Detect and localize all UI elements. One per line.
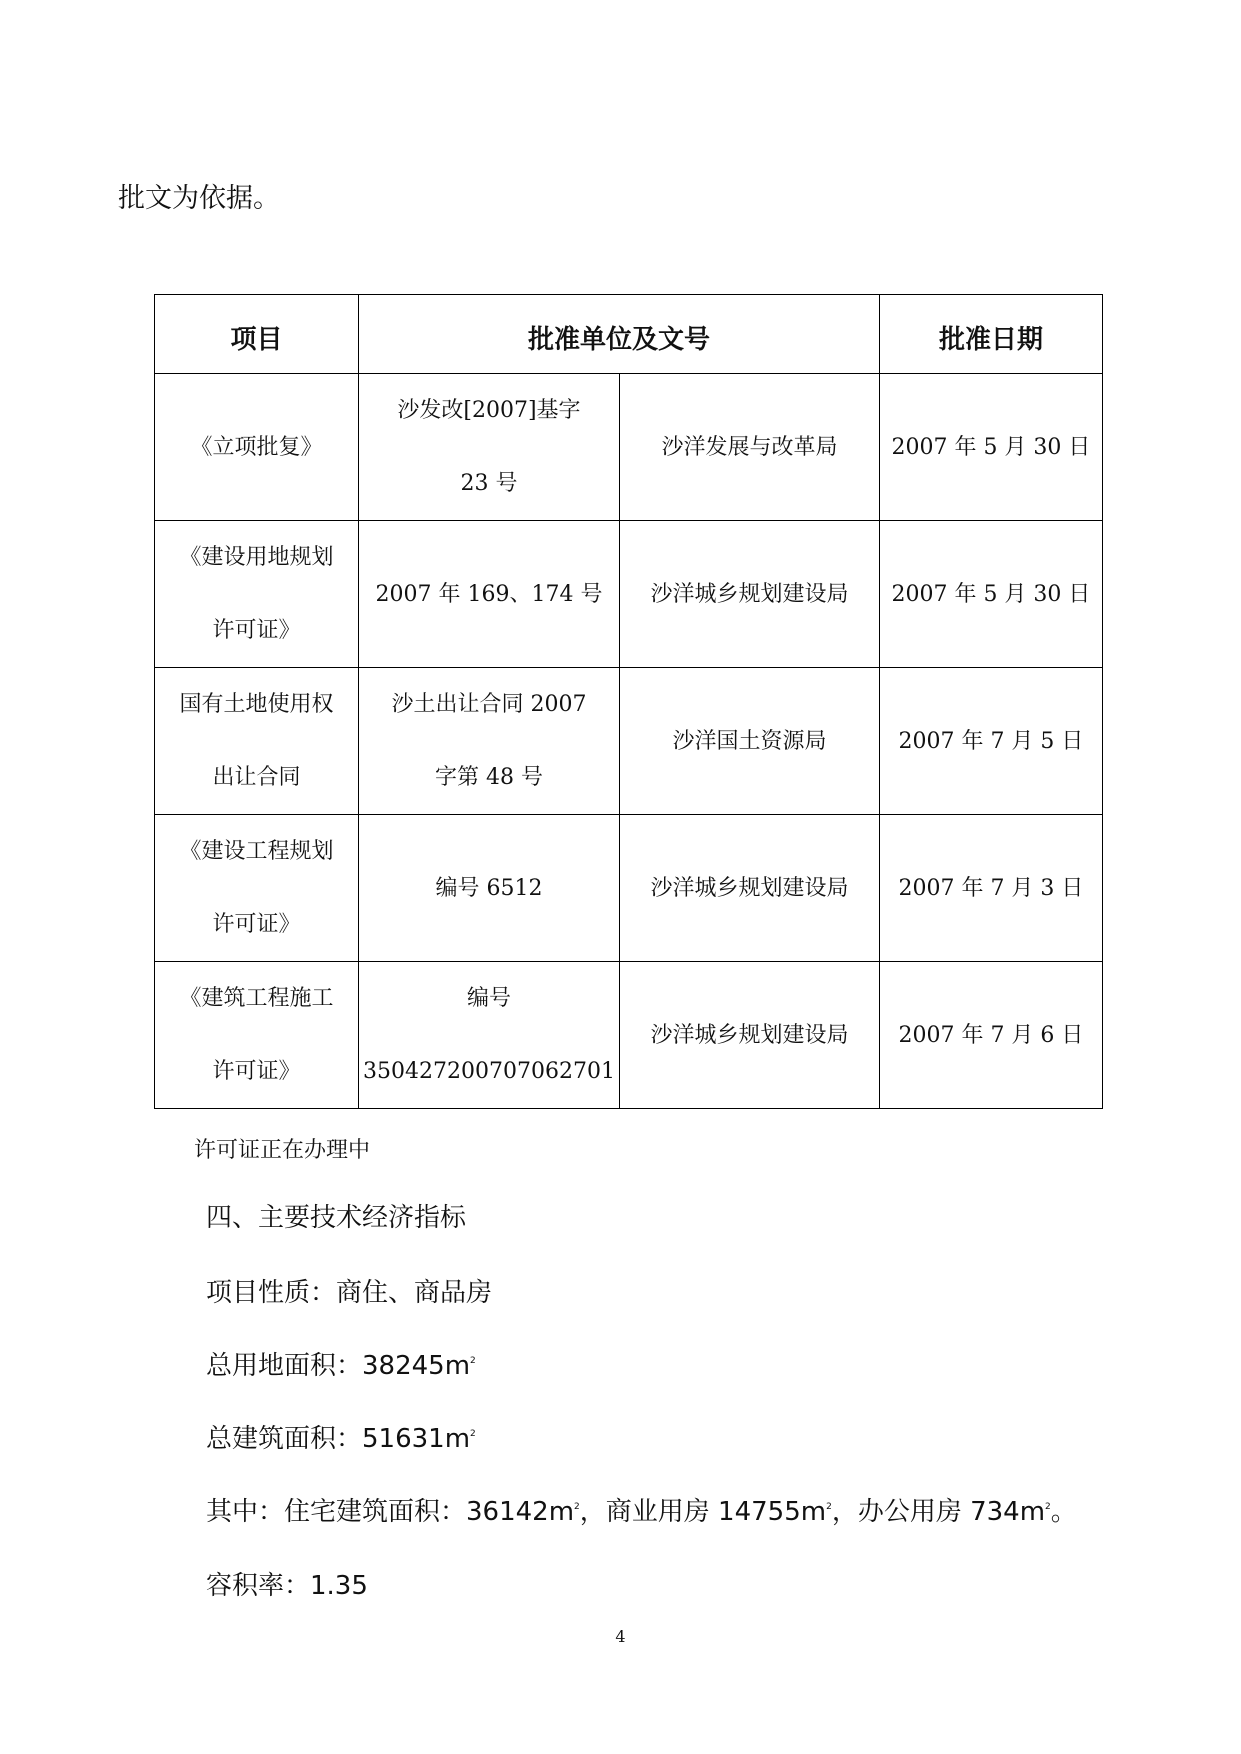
project-nature: 项目性质：商住、商品房 bbox=[206, 1278, 493, 1308]
area-breakdown bbox=[206, 1491, 1077, 1528]
doc-no-line: 编号 bbox=[466, 986, 511, 1011]
row-item bbox=[155, 374, 359, 521]
doc-no-line: 23 号 bbox=[460, 471, 518, 496]
row-doc-no bbox=[359, 374, 620, 521]
row-authority: 沙洋城乡规划建设局 bbox=[619, 815, 879, 962]
header-item: 项目 bbox=[155, 295, 359, 374]
section-heading: 四、主要技术经济指标 bbox=[206, 1203, 467, 1233]
row-doc-no bbox=[359, 815, 620, 962]
intro-paragraph: 批文为依据。 bbox=[118, 183, 280, 214]
breakdown-end: 。 bbox=[1050, 1497, 1077, 1527]
item-line: 《建设用地规划 bbox=[179, 545, 334, 570]
row-date: 2007 年 5 月 30 日 bbox=[879, 374, 1102, 521]
item-line: 《立项批复》 bbox=[190, 434, 323, 460]
row-item bbox=[155, 815, 359, 962]
table-row bbox=[155, 374, 1103, 521]
unit-superscript: 2 bbox=[470, 1356, 476, 1366]
row-date: 2007 年 7 月 5 日 bbox=[879, 668, 1102, 815]
plot-ratio: 容积率：1.35 bbox=[206, 1571, 368, 1601]
table-row bbox=[155, 962, 1103, 1109]
row-item bbox=[155, 962, 359, 1109]
row-authority: 沙洋城乡规划建设局 bbox=[619, 521, 879, 668]
doc-no-line: 350427200707062701 bbox=[363, 1059, 615, 1084]
unit-superscript: 2 bbox=[1045, 1502, 1051, 1512]
row-authority: 沙洋国土资源局 bbox=[619, 668, 879, 815]
row-authority: 沙洋发展与改革局 bbox=[619, 374, 879, 521]
doc-no-line: 沙土出让合同 2007 bbox=[391, 692, 587, 717]
table-header-row bbox=[155, 295, 1103, 374]
row-date: 2007 年 7 月 6 日 bbox=[879, 962, 1102, 1109]
item-line: 许可证》 bbox=[212, 1059, 301, 1084]
row-doc-no bbox=[359, 668, 620, 815]
row-authority: 沙洋城乡规划建设局 bbox=[619, 962, 879, 1109]
item-line: 国有土地使用权 bbox=[179, 692, 334, 717]
item-line: 《建设工程规划 bbox=[179, 839, 334, 864]
item-line: 《建筑工程施工 bbox=[179, 986, 334, 1011]
residential-area-text: 其中：住宅建筑面积：36142m bbox=[206, 1497, 575, 1527]
commercial-area-text: ，商业用房 14755m bbox=[579, 1497, 827, 1527]
total-building-area bbox=[206, 1418, 476, 1455]
header-unit-and-doc: 批准单位及文号 bbox=[359, 295, 880, 374]
doc-no-line: 沙发改[2007]基字 bbox=[397, 398, 581, 423]
page-number: 4 bbox=[615, 1627, 626, 1646]
row-date: 2007 年 7 月 3 日 bbox=[879, 815, 1102, 962]
permit-note: 许可证正在办理中 bbox=[194, 1138, 371, 1163]
doc-no-line: 字第 48 号 bbox=[434, 765, 543, 790]
table-row bbox=[155, 668, 1103, 815]
unit-superscript: 2 bbox=[470, 1429, 476, 1439]
row-doc-no bbox=[359, 962, 620, 1109]
row-item bbox=[155, 668, 359, 815]
table-row bbox=[155, 521, 1103, 668]
item-line: 许可证》 bbox=[212, 912, 301, 937]
header-date: 批准日期 bbox=[879, 295, 1102, 374]
row-doc-no bbox=[359, 521, 620, 668]
total-land-area bbox=[206, 1345, 476, 1382]
row-item bbox=[155, 521, 359, 668]
doc-no-line: 2007 年 169、174 号 bbox=[375, 581, 603, 607]
item-line: 许可证》 bbox=[212, 618, 301, 643]
approvals-table bbox=[154, 294, 1103, 1109]
row-date: 2007 年 5 月 30 日 bbox=[879, 521, 1102, 668]
item-line: 出让合同 bbox=[212, 765, 301, 790]
land-area-text: 总用地面积：38245m bbox=[206, 1351, 471, 1381]
doc-no-line: 编号 6512 bbox=[435, 875, 543, 901]
office-area-text: ，办公用房 734m bbox=[831, 1497, 1046, 1527]
building-area-text: 总建筑面积：51631m bbox=[206, 1424, 471, 1454]
unit-superscript: 2 bbox=[826, 1502, 832, 1512]
unit-superscript: 2 bbox=[574, 1502, 580, 1512]
table-row bbox=[155, 815, 1103, 962]
